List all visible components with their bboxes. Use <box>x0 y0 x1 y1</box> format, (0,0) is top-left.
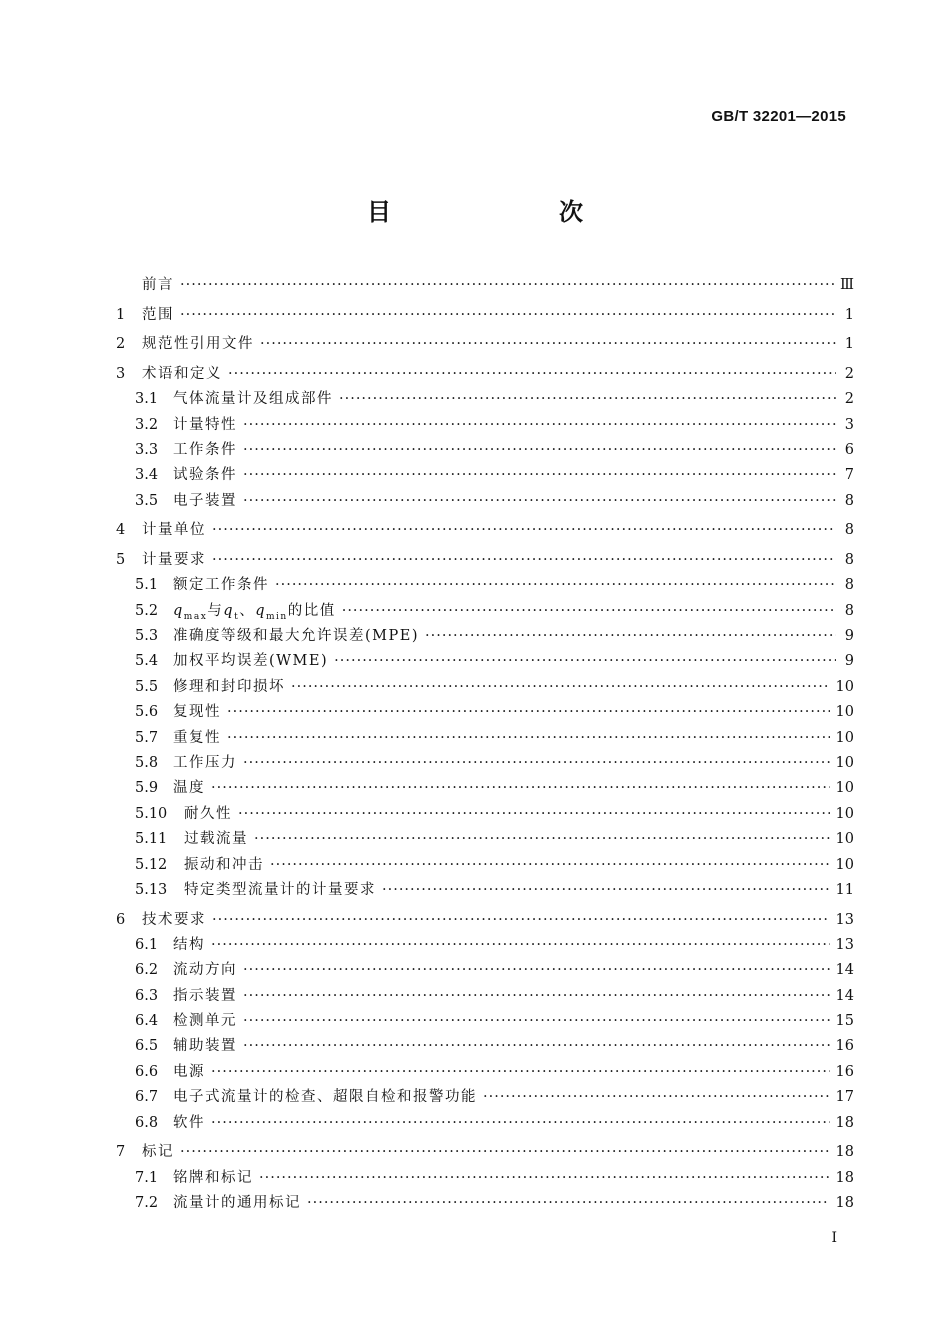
toc-entry-label: 计量要求 <box>142 551 206 568</box>
toc-entry[interactable] <box>116 624 854 649</box>
toc-entry[interactable] <box>116 518 854 543</box>
dot-leader <box>228 362 836 387</box>
toc-entry-label: 术语和定义 <box>142 365 222 382</box>
toc-entry-page: 18 <box>835 1194 854 1211</box>
toc-entry-label: 指示装置 <box>173 987 237 1004</box>
toc-entry-page: 18 <box>835 1169 854 1186</box>
toc-entry-page: 10 <box>835 678 854 695</box>
toc-entry[interactable] <box>116 438 854 463</box>
toc-entry-number: 5.8 <box>135 754 159 771</box>
toc-entry[interactable] <box>116 827 854 852</box>
page-number: I <box>831 1230 837 1246</box>
dot-leader <box>211 933 830 958</box>
toc-entry[interactable] <box>116 413 854 438</box>
toc-entry-page: 8 <box>844 492 854 509</box>
toc-entry-label: 修理和封印损坏 <box>173 678 285 695</box>
toc-entry-number: 3.2 <box>135 416 159 433</box>
dot-leader <box>243 751 830 776</box>
toc-entry-label: 过载流量 <box>184 831 248 848</box>
toc-entry-label: 重复性 <box>173 729 221 746</box>
toc-entry[interactable] <box>116 751 854 776</box>
toc-entry-page: 17 <box>835 1089 854 1106</box>
toc-entry-number: 6 <box>116 911 126 928</box>
toc-entry[interactable] <box>116 1034 854 1059</box>
toc-entry-number: 5.5 <box>135 678 159 695</box>
toc-entry[interactable] <box>116 489 854 514</box>
toc-entry-page: 8 <box>844 577 854 594</box>
toc-entry-label: 加权平均误差(WME) <box>173 653 329 670</box>
toc-entry-page: 14 <box>835 987 854 1004</box>
toc-entry-label: 计量特性 <box>173 416 237 433</box>
dot-leader <box>243 958 830 983</box>
toc-entry-page: 10 <box>835 856 854 873</box>
toc-entry[interactable] <box>116 649 854 674</box>
toc-entry[interactable] <box>116 463 854 488</box>
toc-entry-label: 准确度等级和最大允许误差(MPE) <box>173 628 420 645</box>
dot-leader <box>243 413 836 438</box>
toc-entry-number: 7.1 <box>135 1169 159 1186</box>
toc-entry[interactable] <box>116 332 854 357</box>
toc-entry-label: 范围 <box>142 306 174 323</box>
toc-entry[interactable] <box>116 878 854 903</box>
dot-leader <box>334 649 836 674</box>
toc-entry-number: 5.2 <box>135 602 159 619</box>
toc-entry-page: 10 <box>835 831 854 848</box>
dot-leader <box>211 1111 830 1136</box>
toc-entry-number: 7.2 <box>135 1194 159 1211</box>
dot-leader <box>382 878 830 903</box>
toc-entry-number: 3.4 <box>135 467 159 484</box>
toc-entry-label: 技术要求 <box>142 911 206 928</box>
dot-leader <box>291 675 830 700</box>
toc-entry-page: 9 <box>844 628 854 645</box>
toc-entry-label: 复现性 <box>173 704 221 721</box>
toc-entry-number: 6.6 <box>135 1063 159 1080</box>
toc-entry-label: 计量单位 <box>142 522 206 539</box>
toc-entry-label: 试验条件 <box>173 467 237 484</box>
toc-entry-label: 电子式流量计的检查、超限自检和报警功能 <box>173 1089 477 1106</box>
toc-entry-page: 3 <box>844 416 854 433</box>
toc-entry[interactable] <box>116 1166 854 1191</box>
toc-entry-number: 6.4 <box>135 1013 159 1030</box>
toc-entry[interactable] <box>116 599 854 624</box>
toc-entry-number: 3.5 <box>135 492 159 509</box>
dot-leader <box>307 1191 830 1216</box>
toc-entry-number: 3 <box>116 365 126 382</box>
toc-entry-page: 14 <box>835 962 854 979</box>
toc-entry-label: 辅助装置 <box>173 1038 237 1055</box>
toc-entry-label: 规范性引用文件 <box>142 336 254 353</box>
dot-leader <box>260 332 836 357</box>
toc-entry[interactable] <box>116 958 854 983</box>
toc-entry-number: 5.11 <box>135 831 168 848</box>
toc-entry-number: 5.4 <box>135 653 159 670</box>
toc-entry-label: 耐久性 <box>184 805 232 822</box>
toc-entry-number: 7 <box>116 1144 126 1161</box>
toc-entry-number: 5.12 <box>135 856 168 873</box>
toc-entry-number: 5.10 <box>135 805 168 822</box>
toc-entry[interactable] <box>116 853 854 878</box>
toc-entry-number: 6.7 <box>135 1089 159 1106</box>
toc-entry-page: 8 <box>844 522 854 539</box>
toc-entry-page: 1 <box>844 306 854 323</box>
toc-entry-number: 6.1 <box>135 936 159 953</box>
toc-entry-page: 10 <box>835 805 854 822</box>
toc-entry-page: 1 <box>844 336 854 353</box>
toc-entry-label: 电源 <box>173 1063 205 1080</box>
dot-leader <box>243 463 836 488</box>
toc-entry-page: Ⅲ <box>840 277 854 293</box>
dot-leader <box>425 624 836 649</box>
toc-entry[interactable] <box>116 387 854 412</box>
toc-entry-page: 16 <box>835 1038 854 1055</box>
dot-leader <box>227 700 830 725</box>
toc-entry-page: 10 <box>835 729 854 746</box>
toc-entry-label: 温度 <box>173 780 205 797</box>
toc-entry-label: 检测单元 <box>173 1013 237 1030</box>
toc-entry[interactable] <box>116 726 854 751</box>
page-title: 目 次 <box>367 198 623 226</box>
toc-entry[interactable] <box>116 675 854 700</box>
toc-entry-number: 5.7 <box>135 729 159 746</box>
dot-leader <box>238 802 830 827</box>
toc-entry-number: 6.2 <box>135 962 159 979</box>
toc-entry-number: 5.1 <box>135 577 159 594</box>
toc-entry[interactable] <box>116 1191 854 1216</box>
toc-entry-label: 软件 <box>173 1114 205 1131</box>
toc-entry-label: $q_{max}$与$q_t$、$q_{min}$的比值 <box>173 602 336 622</box>
toc-entry[interactable] <box>116 933 854 958</box>
dot-leader <box>243 984 830 1009</box>
toc-entry-page: 10 <box>835 754 854 771</box>
toc-entry-page: 18 <box>835 1144 854 1161</box>
toc-entry-number: 6.3 <box>135 987 159 1004</box>
toc-entry-number: 4 <box>116 522 126 539</box>
toc-entry-page: 8 <box>844 602 854 619</box>
toc-entry-page: 7 <box>844 467 854 484</box>
toc-entry-number: 6.8 <box>135 1114 159 1131</box>
toc-entry-page: 13 <box>835 911 854 928</box>
toc-entry-page: 18 <box>835 1114 854 1131</box>
toc-entry-label: 流量计的通用标记 <box>173 1194 301 1211</box>
toc-entry-label: 特定类型流量计的计量要求 <box>184 881 376 898</box>
toc-entry-label: 铭牌和标记 <box>173 1169 253 1186</box>
dot-leader <box>227 726 830 751</box>
toc-entry-number: 2 <box>116 336 126 353</box>
dot-leader <box>243 489 836 514</box>
dot-leader <box>243 438 836 463</box>
toc-entry-page: 11 <box>835 881 854 898</box>
dot-leader <box>180 1140 830 1165</box>
dot-leader <box>275 573 836 598</box>
toc-entry-number: 3.1 <box>135 391 159 408</box>
toc-entry-number: 1 <box>116 306 126 323</box>
dot-leader <box>259 1166 830 1191</box>
table-of-contents <box>116 273 854 1216</box>
toc-entry[interactable] <box>116 1009 854 1034</box>
toc-entry-page: 6 <box>844 441 854 458</box>
dot-leader <box>342 599 836 624</box>
toc-entry[interactable] <box>116 273 854 298</box>
toc-entry-page: 15 <box>835 1013 854 1030</box>
dot-leader <box>180 273 834 298</box>
dot-leader <box>254 827 830 852</box>
toc-entry-number: 5 <box>116 551 126 568</box>
toc-entry-number: 6.5 <box>135 1038 159 1055</box>
dot-leader <box>211 1060 830 1085</box>
dot-leader <box>180 303 836 328</box>
dot-leader <box>211 776 830 801</box>
toc-entry-label: 工作压力 <box>173 754 237 771</box>
toc-entry[interactable] <box>116 984 854 1009</box>
toc-entry-number: 5.9 <box>135 780 159 797</box>
toc-entry-page: 9 <box>844 653 854 670</box>
dot-leader <box>270 853 830 878</box>
toc-entry[interactable] <box>116 573 854 598</box>
toc-entry-page: 2 <box>844 365 854 382</box>
toc-entry[interactable] <box>116 1111 854 1136</box>
toc-entry-page: 10 <box>835 780 854 797</box>
toc-entry-page: 2 <box>844 391 854 408</box>
toc-entry-label: 结构 <box>173 936 205 953</box>
dot-leader <box>243 1009 830 1034</box>
toc-entry-label: 前言 <box>142 277 174 293</box>
toc-entry-page: 16 <box>835 1063 854 1080</box>
toc-entry-page: 13 <box>835 936 854 953</box>
toc-entry[interactable] <box>116 776 854 801</box>
toc-entry-page: 8 <box>844 551 854 568</box>
dot-leader <box>212 908 830 933</box>
toc-entry-number: 3.3 <box>135 441 159 458</box>
toc-entry[interactable] <box>116 700 854 725</box>
dot-leader <box>212 548 836 573</box>
toc-entry[interactable] <box>116 802 854 827</box>
dot-leader <box>243 1034 830 1059</box>
toc-entry-number: 5.3 <box>135 628 159 645</box>
toc-entry-label: 标记 <box>142 1144 174 1161</box>
toc-entry[interactable] <box>116 908 854 933</box>
toc-entry-label: 电子装置 <box>173 492 237 509</box>
toc-entry-label: 流动方向 <box>173 962 237 979</box>
toc-entry[interactable] <box>116 548 854 573</box>
toc-entry[interactable] <box>116 1085 854 1110</box>
toc-entry[interactable] <box>116 1060 854 1085</box>
toc-entry[interactable] <box>116 362 854 387</box>
toc-entry[interactable] <box>116 1140 854 1165</box>
toc-entry-label: 气体流量计及组成部件 <box>173 391 333 408</box>
dot-leader <box>483 1085 830 1110</box>
toc-entry-number: 5.13 <box>135 881 168 898</box>
toc-entry[interactable] <box>116 303 854 328</box>
toc-entry-label: 额定工作条件 <box>173 577 269 594</box>
toc-entry-page: 10 <box>835 704 854 721</box>
toc-entry-number: 5.6 <box>135 704 159 721</box>
dot-leader <box>212 518 836 543</box>
toc-entry-label: 振动和冲击 <box>184 856 264 873</box>
toc-entry-label: 工作条件 <box>173 441 237 458</box>
dot-leader <box>339 387 836 412</box>
standard-code: GB/T 32201—2015 <box>711 108 846 125</box>
